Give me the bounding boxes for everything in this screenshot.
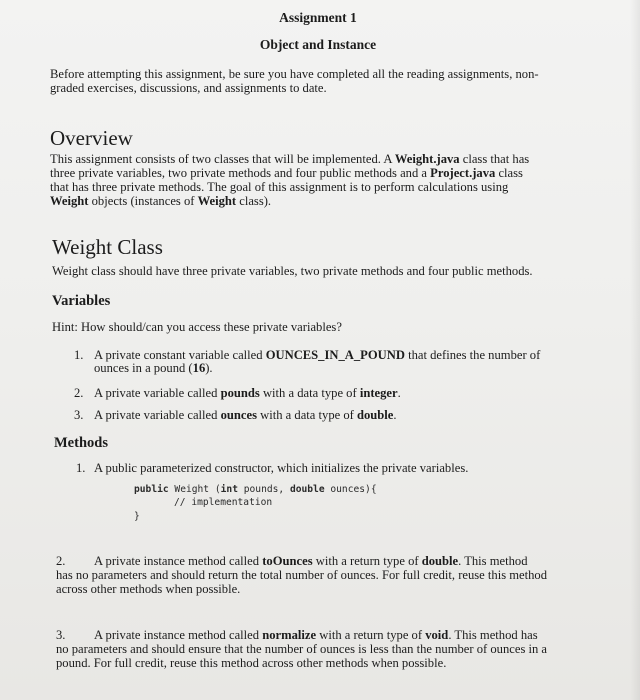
method-item-3-line-1: A private instance method called normalize with a return type of void. This method has bbox=[94, 628, 538, 642]
intro-line-2: graded exercises, discussions, and assignments to date. bbox=[50, 81, 327, 95]
variable-item-1-line-1: A private constant variable called OUNCES_IN_A_POUND that defines the number of bbox=[94, 348, 541, 362]
overview-heading: Overview bbox=[50, 126, 133, 150]
method-item-2-num: 2. bbox=[56, 554, 66, 568]
variable-item-2-text: A private variable called pounds with a data type of integer. bbox=[94, 386, 401, 400]
page-edge-shadow bbox=[630, 0, 640, 700]
method-item-2-line-3: across other methods when possible. bbox=[56, 582, 241, 596]
method-item-1-text: A public parameterized constructor, which initializes the private variables. bbox=[94, 461, 469, 475]
intro-line-1: Before attempting this assignment, be sure you have completed all the reading assignments, non- bbox=[50, 67, 539, 81]
method-item-3-line-3: pound. For full credit, reuse this method across other methods when possible. bbox=[56, 656, 447, 670]
variable-item-3-num: 3. bbox=[74, 408, 84, 422]
assignment-subtitle: Object and Instance bbox=[259, 37, 377, 52]
variable-item-1-line-2: ounces in a pound (16). bbox=[94, 361, 213, 375]
variables-hint: Hint: How should/can you access these private variables? bbox=[52, 320, 342, 334]
variable-item-1-num: 1. bbox=[74, 348, 84, 362]
weight-class-heading: Weight Class bbox=[52, 235, 163, 259]
code-comment-line: // implementation bbox=[174, 497, 273, 508]
method-item-1-num: 1. bbox=[76, 461, 86, 475]
method-item-3-num: 3. bbox=[56, 628, 66, 642]
assignment-title: Assignment 1 bbox=[279, 10, 357, 25]
method-item-3-line-2: no parameters and should ensure that the number of ounces is less than the number of ounces in a bbox=[56, 642, 548, 656]
overview-line-1: This assignment consists of two classes that will be implemented. A Weight.java class that has bbox=[50, 152, 530, 166]
method-item-2-line-2: has no parameters and should return the total number of ounces. For full credit, reuse this method bbox=[56, 568, 548, 582]
variable-item-3-text: A private variable called ounces with a data type of double. bbox=[94, 408, 397, 422]
overview-line-2: three private variables, two private methods and four public methods and a Project.java class bbox=[50, 166, 523, 180]
methods-heading: Methods bbox=[54, 435, 108, 451]
weight-class-description: Weight class should have three private variables, two private methods and four public methods. bbox=[52, 264, 533, 278]
code-closing-brace: } bbox=[134, 511, 140, 522]
overview-line-4: Weight objects (instances of Weight class). bbox=[50, 194, 272, 208]
overview-line-3: that has three private methods. The goal of this assignment is to perform calculations using bbox=[50, 180, 509, 194]
variables-heading: Variables bbox=[52, 293, 111, 309]
code-signature-line: public Weight (int pounds, double ounces){ bbox=[134, 484, 377, 495]
method-item-2-line-1: A private instance method called toOunces with a return type of double. This method bbox=[94, 554, 528, 568]
variable-item-2-num: 2. bbox=[74, 386, 84, 400]
